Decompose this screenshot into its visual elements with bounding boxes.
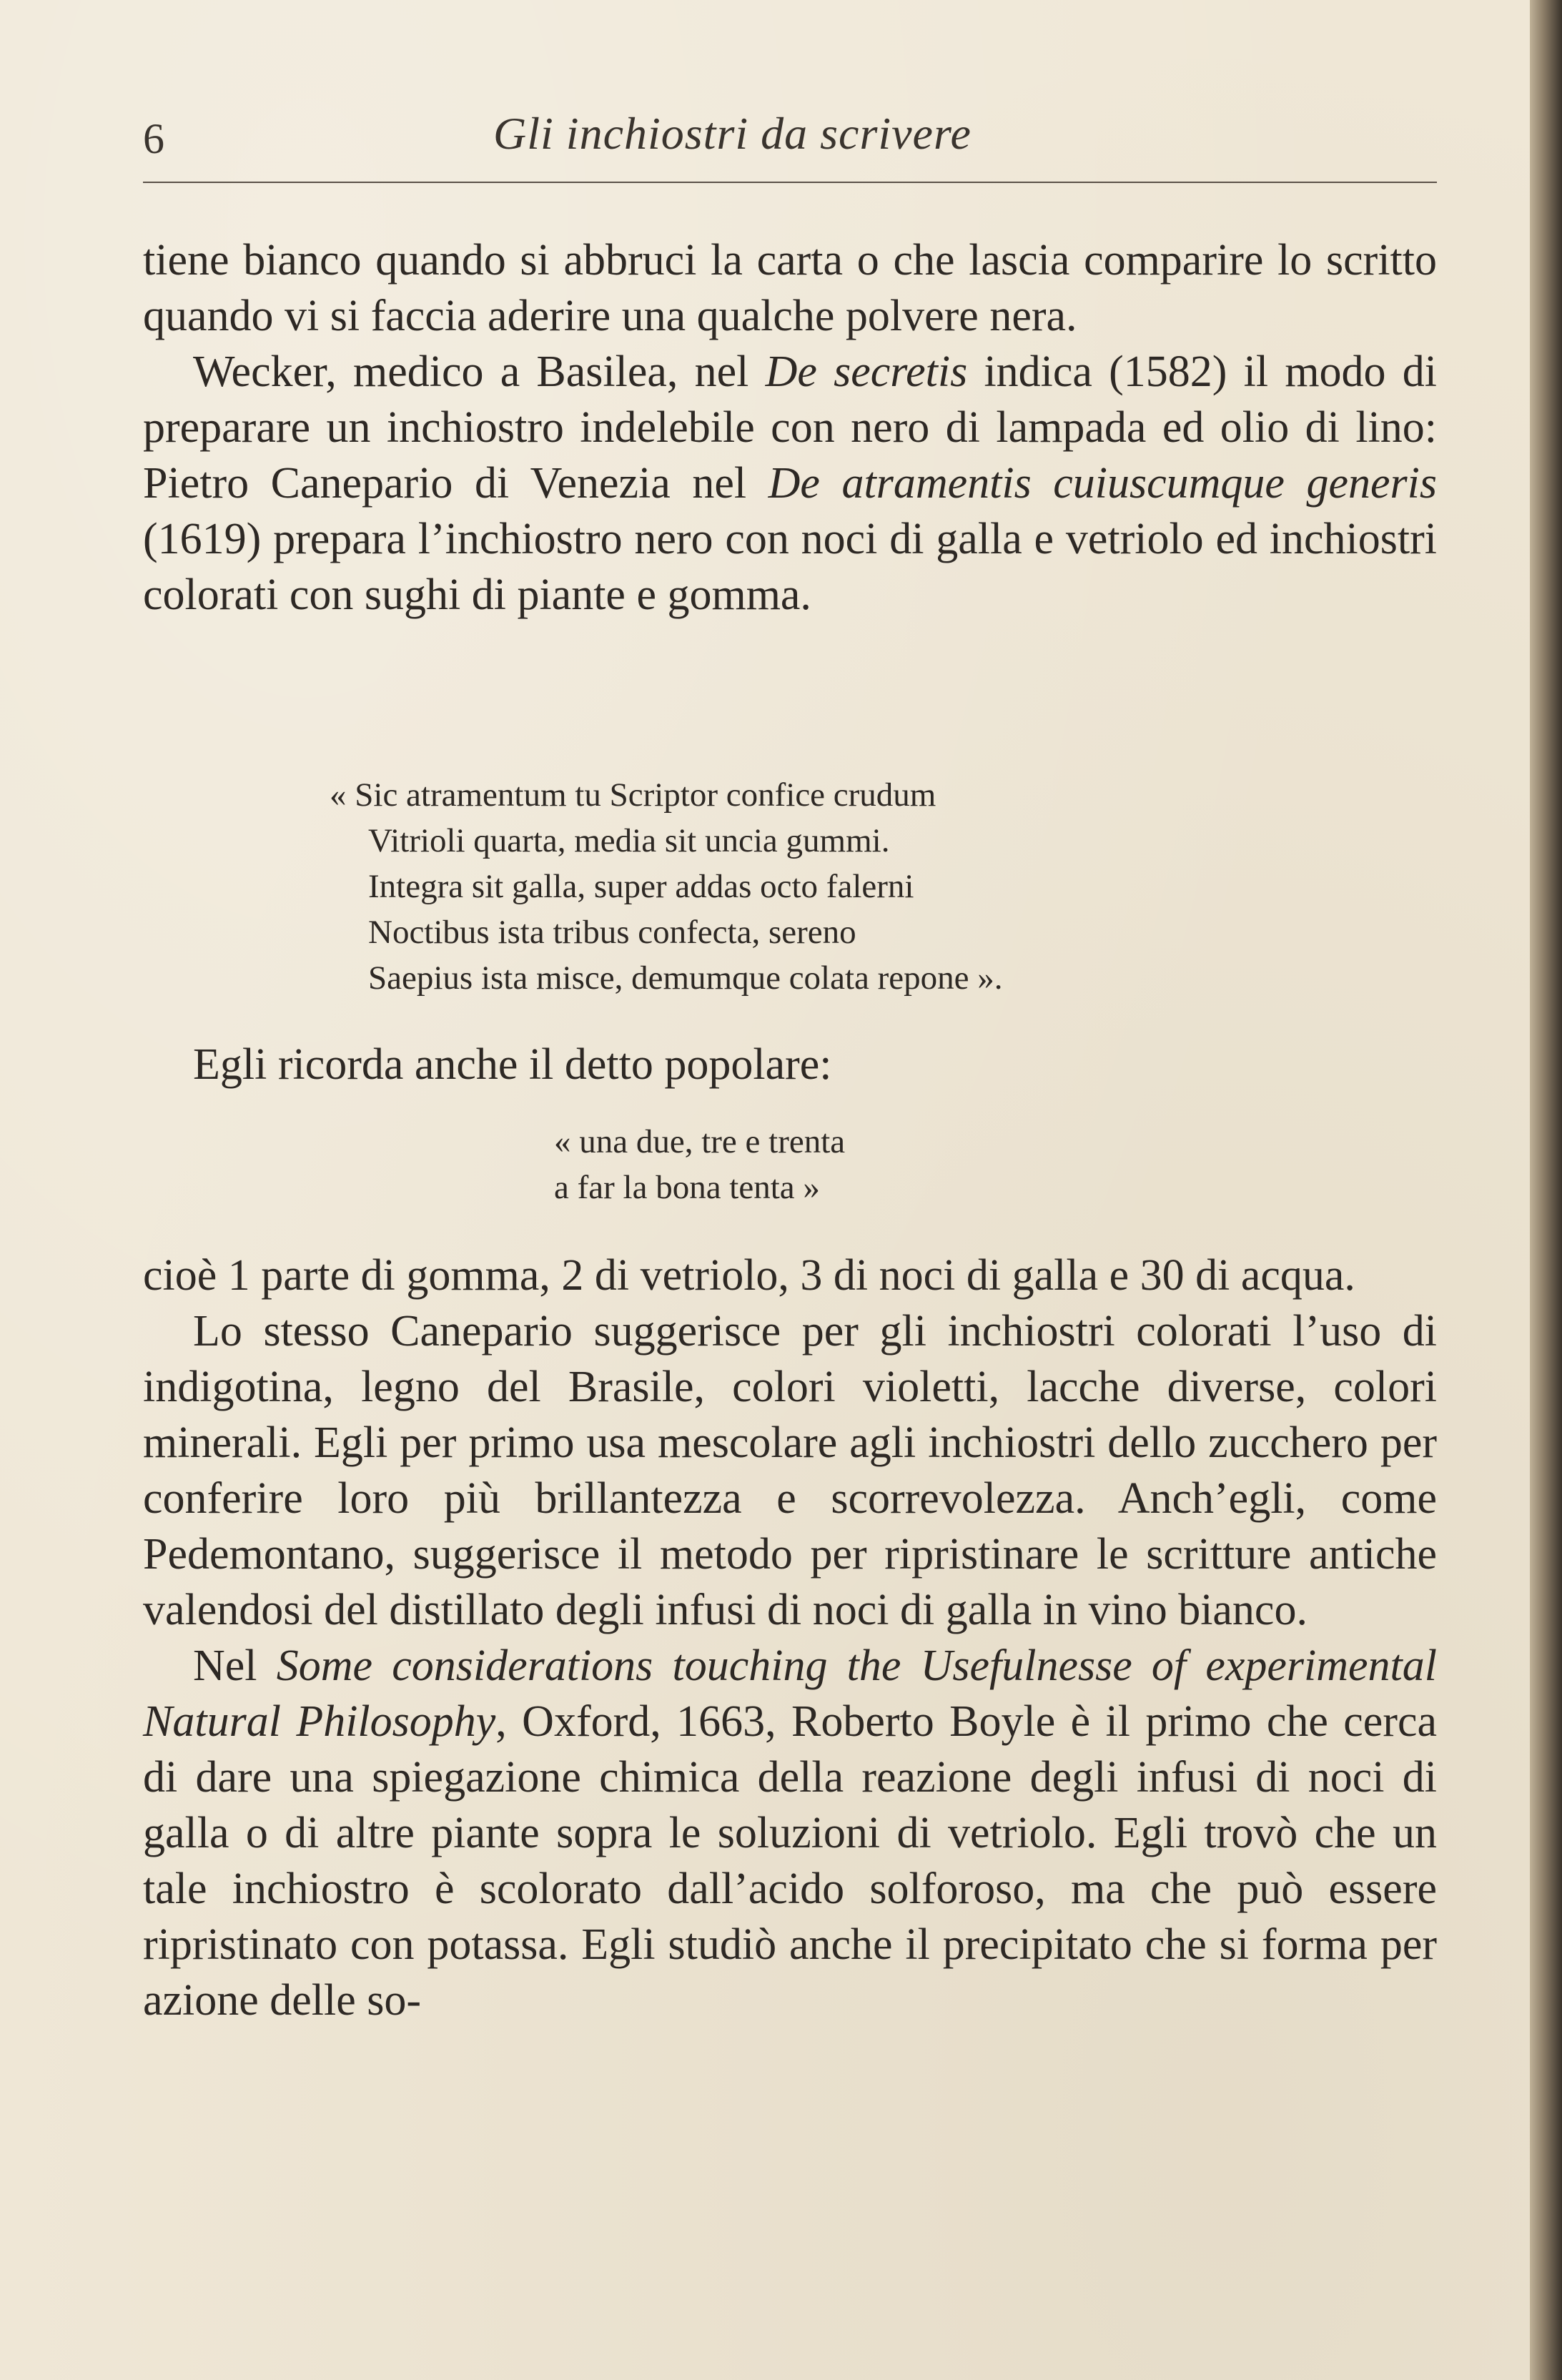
- popular-saying-quote: [554, 1119, 845, 1210]
- book-title-de-secretis: De secretis: [765, 347, 968, 396]
- verse-line: Noctibus ista tribus confecta, sereno: [368, 914, 856, 951]
- paragraph-continuation: tiene bianco quando si abbruci la carta o che lascia comparire lo scritto quando vi si faccia aderire una qualche polvere nera.: [143, 236, 1437, 340]
- verse-line: « Sic atramentum tu Scriptor confice crudum: [330, 776, 936, 814]
- paragraph-wecker-text-c: (1619) prepara l’inchiostro nero con noci di galla e vetriolo ed inchiostri colorati con sughi di piante e gomma.: [143, 515, 1437, 619]
- text-block-bottom: [143, 1248, 1437, 2028]
- running-title: Gli inchiostri da scrivere: [493, 108, 972, 159]
- verse-line: Saepius ista misce, demumque colata repone ».: [368, 959, 1003, 997]
- paragraph-wecker-text-b: indica (1582) il modo di preparare un inchiostro indelebile con nero di lampada ed olio di lino: Pietro Canepario di Venezia nel: [143, 347, 1437, 508]
- saying-line: « una due, tre e trenta: [554, 1123, 846, 1160]
- text-block-top: [143, 232, 1437, 623]
- paragraph-wecker: [143, 344, 1437, 623]
- paragraph-boyle-text-b: , Oxford, 1663, Roberto Boyle è il primo che cerca di dare una spiegazione chimica della reazione degli infusi di noci di galla o di altre piante sopra le soluzioni di vetriolo. Egli trovò che un tale inchiostro è scolorato dall’acido solforoso, ma che può essere ripristinato con potassa. Egli studiò anche il precipitato che si forma per azione delle so-: [143, 1697, 1438, 2025]
- text-block-middle: [143, 1037, 1437, 1092]
- page-header: [143, 107, 1437, 186]
- paragraph-popular-saying: Egli ricorda anche il detto popolare:: [193, 1040, 832, 1089]
- page-edge: [1530, 0, 1562, 2380]
- book-title-some-considerations: Some considerations touching the Usefulnesse of experimental Natural Philosophy: [143, 1641, 1437, 1746]
- paragraph-boyle-text-a: Nel: [193, 1641, 277, 1690]
- header-rule: [143, 182, 1437, 183]
- saying-line: a far la bona tenta »: [554, 1169, 820, 1206]
- paragraph-wecker-text-a: Wecker, medico a Basilea, nel: [193, 347, 766, 396]
- latin-verse-quote: [330, 772, 1003, 1001]
- verse-line: Integra sit galla, super addas octo falerni: [368, 868, 914, 905]
- verse-line: Vitrioli quarta, media sit uncia gummi.: [368, 822, 890, 859]
- paragraph-boyle: [143, 1638, 1437, 2028]
- paragraph-canepario: Lo stesso Canepario suggerisce per gli inchiostri colorati l’uso di indigotina, legno del Brasile, colori violetti, lacche diverse, colori minerali. Egli per primo usa mescolare agli inchiostri dello zucchero per conferire loro più brillantezza e scorrevolezza. Anch’egli, come Pedemontano, suggerisce il metodo per ripristinare le scritture antiche valendosi del distillato degli infusi di noci di galla in vino bianco.: [143, 1307, 1437, 1634]
- page-number: 6: [143, 115, 164, 162]
- book-title-de-atramentis: De atramentis cuiuscumque generis: [768, 459, 1437, 508]
- paragraph-proportions: cioè 1 parte di gomma, 2 di vetriolo, 3 di noci di galla e 30 di acqua.: [143, 1251, 1355, 1300]
